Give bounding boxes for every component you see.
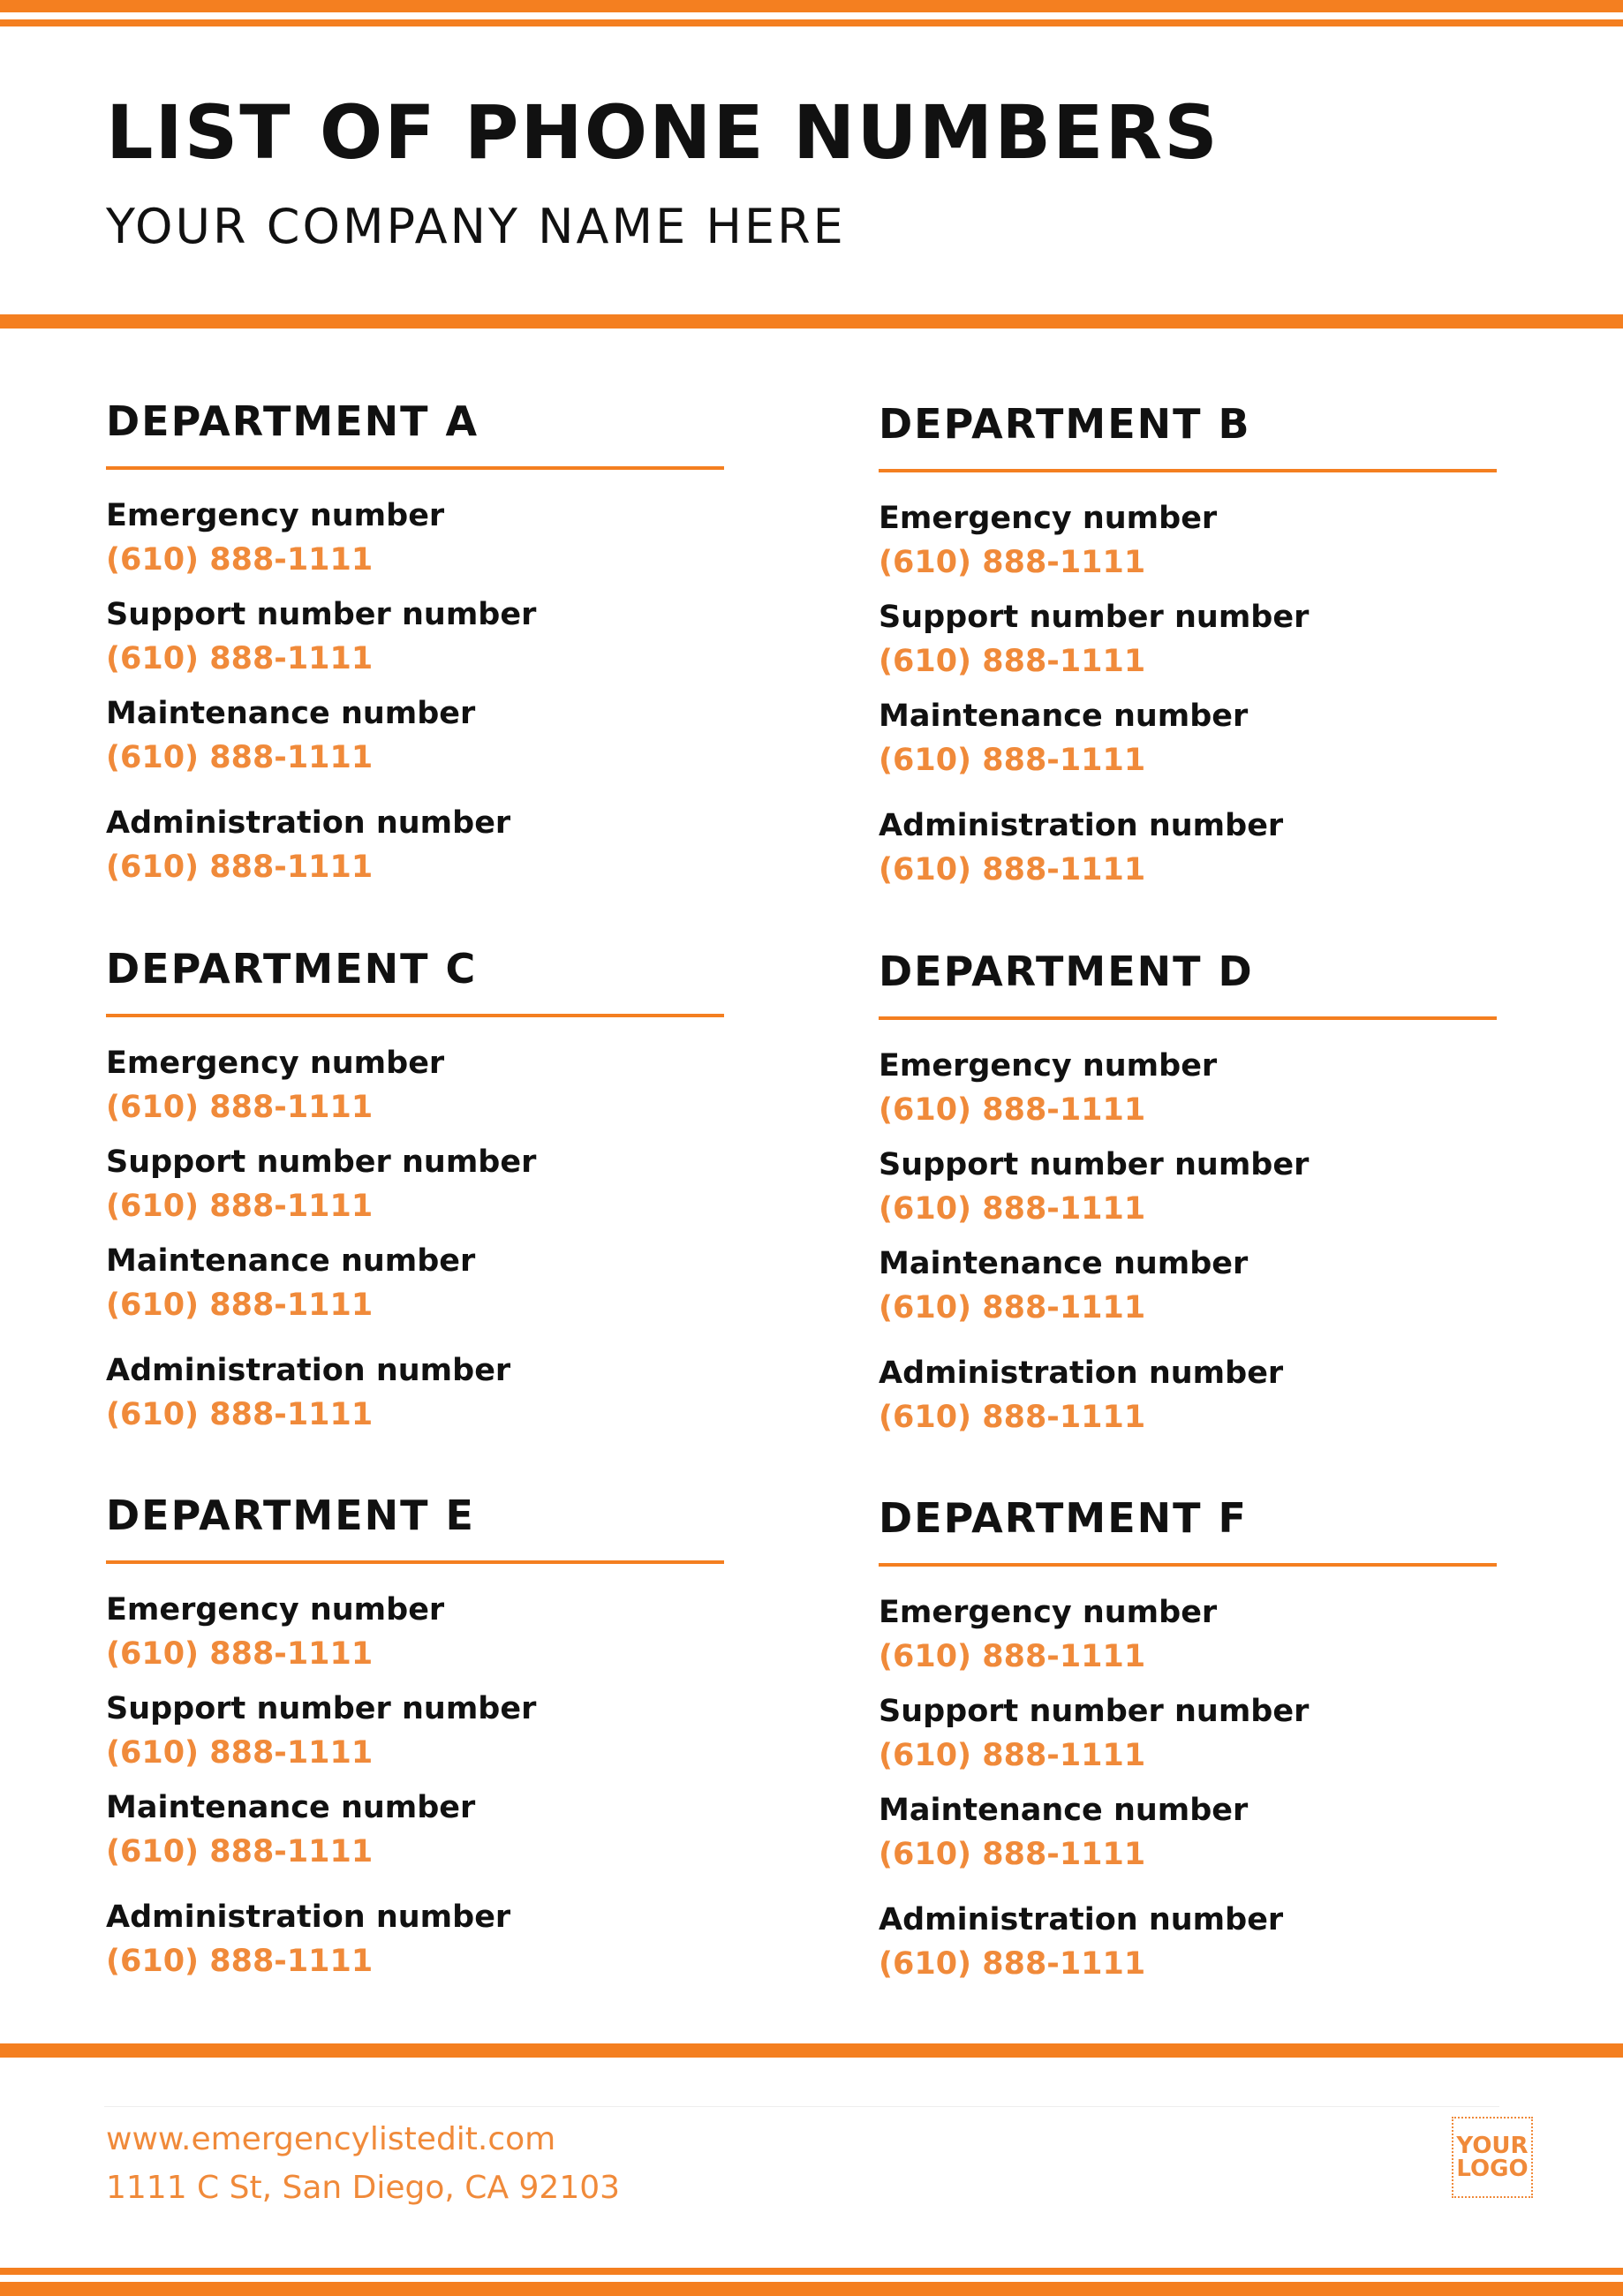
department-e bbox=[106, 1492, 724, 1994]
phone-number: (610) 888-1111 bbox=[106, 1397, 374, 1432]
department-c bbox=[106, 945, 724, 1447]
phone-number: (610) 888-1111 bbox=[106, 740, 374, 775]
list-item bbox=[106, 593, 724, 691]
entry-label: Emergency number bbox=[106, 1592, 445, 1628]
department-title: DEPARTMENT D bbox=[879, 948, 1254, 995]
list-item bbox=[106, 1895, 724, 1994]
phone-number: (610) 888-1111 bbox=[879, 743, 1146, 778]
phone-number: (610) 888-1111 bbox=[879, 1290, 1146, 1325]
entry-label: Support number number bbox=[106, 597, 537, 632]
entry-label: Support number number bbox=[106, 1691, 537, 1726]
phone-number: (610) 888-1111 bbox=[879, 1738, 1146, 1773]
page-title: LIST OF PHONE NUMBERS bbox=[106, 89, 1219, 176]
logo-text: YOUR LOGO bbox=[1456, 2133, 1529, 2182]
entry-label: Maintenance number bbox=[879, 1793, 1249, 1828]
entry-label: Maintenance number bbox=[106, 1243, 476, 1279]
list-item bbox=[106, 1687, 724, 1786]
list-item bbox=[879, 1898, 1497, 1997]
phone-number: (610) 888-1111 bbox=[879, 852, 1146, 887]
top-border-bar bbox=[0, 0, 1623, 12]
list-item bbox=[106, 801, 724, 900]
list-item bbox=[879, 1143, 1497, 1242]
department-divider bbox=[879, 1016, 1497, 1020]
list-item bbox=[879, 1242, 1497, 1341]
list-item bbox=[879, 1044, 1497, 1143]
footer-address: 1111 C St, San Diego, CA 92103 bbox=[106, 2170, 621, 2206]
footer-separator bbox=[104, 2106, 1499, 2107]
entry-label: Support number number bbox=[879, 1147, 1310, 1182]
entry-label: Maintenance number bbox=[106, 1790, 476, 1825]
department-divider bbox=[106, 466, 724, 470]
phone-number: (610) 888-1111 bbox=[106, 1288, 374, 1323]
entry-label: Support number number bbox=[879, 600, 1310, 635]
department-f bbox=[879, 1494, 1497, 1997]
entry-label: Maintenance number bbox=[879, 1246, 1249, 1281]
entry-label: Administration number bbox=[879, 1902, 1284, 1937]
list-item bbox=[879, 804, 1497, 903]
phone-number: (610) 888-1111 bbox=[879, 1946, 1146, 1982]
phone-number: (610) 888-1111 bbox=[879, 1191, 1146, 1227]
department-divider bbox=[879, 469, 1497, 472]
list-item bbox=[106, 1588, 724, 1687]
company-name: YOUR COMPANY NAME HERE bbox=[106, 199, 846, 254]
phone-list bbox=[106, 1588, 724, 1994]
list-item bbox=[879, 1788, 1497, 1887]
header-divider-bar bbox=[0, 314, 1623, 329]
list-item bbox=[106, 691, 724, 790]
list-item bbox=[106, 1348, 724, 1447]
list-item bbox=[879, 694, 1497, 793]
department-divider bbox=[879, 1563, 1497, 1567]
list-item bbox=[106, 1041, 724, 1140]
phone-list bbox=[106, 494, 724, 900]
list-item bbox=[879, 1689, 1497, 1788]
entry-label: Administration number bbox=[879, 1356, 1284, 1391]
entry-label: Administration number bbox=[106, 1899, 511, 1935]
logo-placeholder bbox=[1452, 2117, 1533, 2198]
entry-label: Administration number bbox=[879, 808, 1284, 843]
list-item bbox=[106, 494, 724, 593]
department-b bbox=[879, 400, 1497, 903]
phone-number: (610) 888-1111 bbox=[879, 644, 1146, 679]
list-item bbox=[879, 496, 1497, 595]
entry-label: Maintenance number bbox=[879, 699, 1249, 734]
department-title: DEPARTMENT E bbox=[106, 1492, 475, 1539]
list-item bbox=[879, 1590, 1497, 1689]
phone-number: (610) 888-1111 bbox=[106, 1189, 374, 1224]
phone-number: (610) 888-1111 bbox=[106, 1834, 374, 1869]
phone-list bbox=[879, 496, 1497, 903]
department-title: DEPARTMENT C bbox=[106, 945, 478, 993]
phone-number: (610) 888-1111 bbox=[106, 1636, 374, 1672]
top-border-bar-thin bbox=[0, 19, 1623, 26]
department-d bbox=[879, 948, 1497, 1450]
list-item bbox=[106, 1239, 724, 1338]
phone-number: (610) 888-1111 bbox=[106, 1090, 374, 1125]
list-item bbox=[106, 1786, 724, 1884]
phone-number: (610) 888-1111 bbox=[879, 1092, 1146, 1128]
footer-website[interactable]: www.emergencylistedit.com bbox=[106, 2121, 556, 2157]
phone-number: (610) 888-1111 bbox=[106, 1735, 374, 1771]
entry-label: Support number number bbox=[106, 1144, 537, 1180]
department-title: DEPARTMENT F bbox=[879, 1494, 1248, 1542]
department-a bbox=[106, 397, 724, 900]
phone-number: (610) 888-1111 bbox=[106, 1944, 374, 1979]
entry-label: Administration number bbox=[106, 1353, 511, 1388]
phone-number: (610) 888-1111 bbox=[879, 1639, 1146, 1674]
department-divider bbox=[106, 1560, 724, 1564]
department-title: DEPARTMENT A bbox=[106, 397, 479, 445]
entry-label: Emergency number bbox=[106, 498, 445, 533]
footer-divider-bar bbox=[0, 2043, 1623, 2058]
entry-label: Support number number bbox=[879, 1694, 1310, 1729]
entry-label: Emergency number bbox=[879, 1048, 1218, 1084]
phone-list bbox=[879, 1044, 1497, 1450]
phone-number: (610) 888-1111 bbox=[879, 1837, 1146, 1872]
bottom-border-bar bbox=[0, 2282, 1623, 2296]
entry-label: Maintenance number bbox=[106, 696, 476, 731]
list-item bbox=[879, 1351, 1497, 1450]
bottom-border-bar-thin bbox=[0, 2268, 1623, 2275]
list-item bbox=[879, 595, 1497, 694]
list-item bbox=[106, 1140, 724, 1239]
phone-number: (610) 888-1111 bbox=[879, 545, 1146, 580]
entry-label: Emergency number bbox=[106, 1046, 445, 1081]
phone-list bbox=[106, 1041, 724, 1447]
phone-list bbox=[879, 1590, 1497, 1997]
phone-number: (610) 888-1111 bbox=[879, 1400, 1146, 1435]
entry-label: Emergency number bbox=[879, 1595, 1218, 1630]
phone-number: (610) 888-1111 bbox=[106, 542, 374, 578]
department-divider bbox=[106, 1014, 724, 1017]
phone-number: (610) 888-1111 bbox=[106, 850, 374, 885]
entry-label: Administration number bbox=[106, 805, 511, 841]
phone-number: (610) 888-1111 bbox=[106, 641, 374, 676]
department-title: DEPARTMENT B bbox=[879, 400, 1251, 448]
entry-label: Emergency number bbox=[879, 501, 1218, 536]
